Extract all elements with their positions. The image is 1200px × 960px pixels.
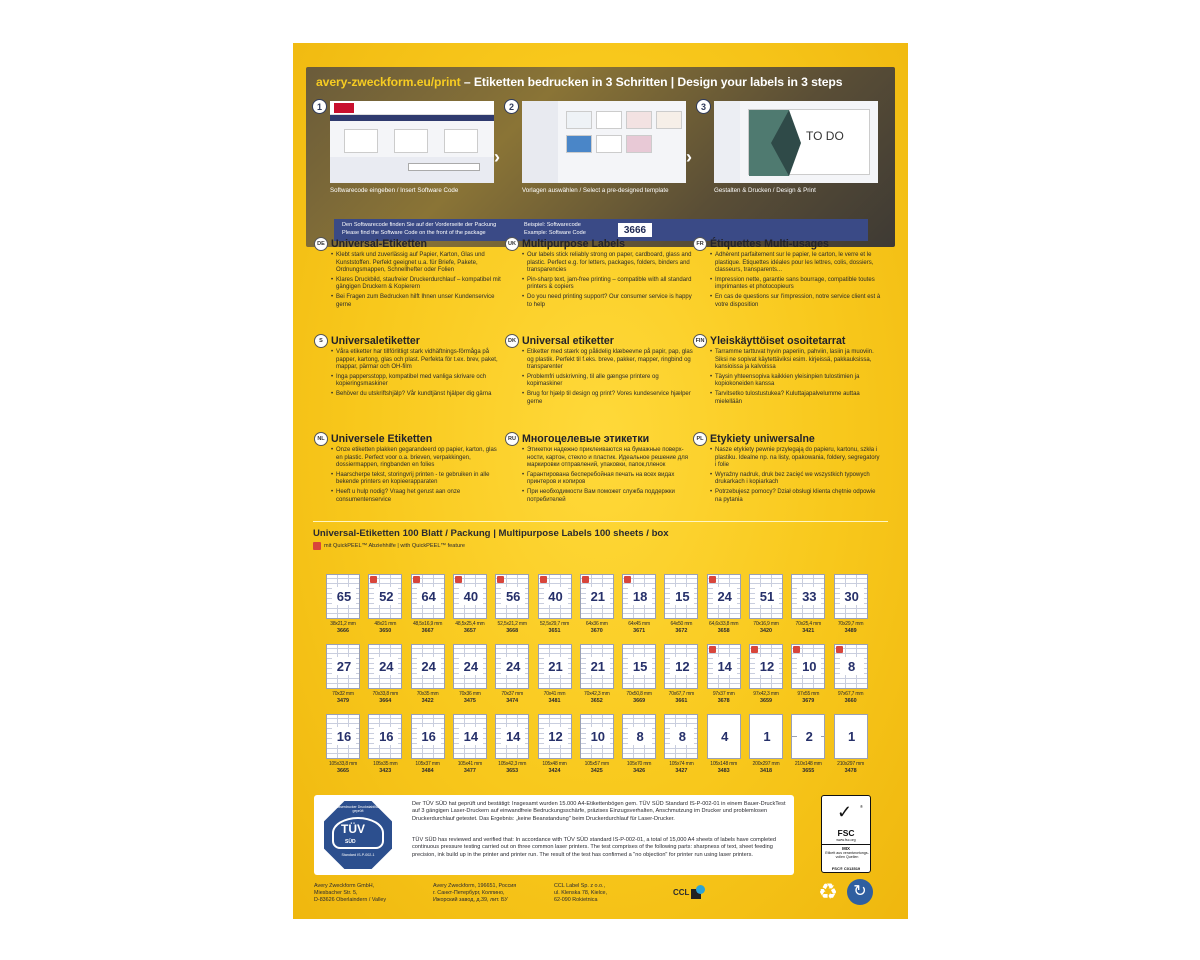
lang-bullet: • Bei Fragen zum Bedrucken hilft Ihnen unser Kundenservice gerne — [331, 294, 503, 309]
step-1 — [314, 101, 494, 201]
label-count: 8 — [840, 657, 864, 675]
label-count: 56 — [501, 587, 525, 605]
banner-url[interactable]: avery-zweckform.eu/print — [316, 75, 461, 89]
label-size: 64,6x33,8 mm — [709, 621, 739, 627]
quickpeel-note-text: mit QuickPEEL™ Abziehhilfe | with QuickPEEL™ feature — [324, 543, 466, 549]
tuv-standard: Standard IS-P-002-1 — [341, 853, 375, 857]
label-sheet-preview — [411, 644, 445, 689]
label-product-code: 3483 — [717, 768, 730, 774]
fsc-certification-badge: ✓ ® FSC www.fsc.org MIX Etikett aus verantwortungs-vollen Quellen FSC® C013519 — [821, 795, 871, 873]
lang-title: Многоцелевые этикетки — [522, 433, 650, 445]
label-count: 24 — [459, 657, 483, 675]
lang-title: Yleiskäyttöiset osoitetarrat — [710, 335, 846, 347]
label-count: 51 — [755, 587, 779, 605]
lang-bullet: • Heeft u hulp nodig? Vraag het gerust aan onze consumentenservice — [331, 489, 503, 504]
label-product-code: 3652 — [590, 698, 603, 704]
label-product-code: 3481 — [548, 698, 561, 704]
label-product-code: 3653 — [506, 768, 519, 774]
lang-bullet: • Täysin yhteensopiva kaikkien yleisinpien tulostimien ja kopiokoneiden kanssa — [710, 374, 882, 389]
lang-bullet: • Wyraźny nadruk, druk bez zacięć we wszystkich typowych drukarkach i kopiarkach — [710, 472, 882, 487]
lang-bullet: • Our labels stick reliably strong on paper, cardboard, glass and plastic. Perfect e.g. for letters, packages, folders, binders and transparencies — [522, 252, 694, 275]
lang-badge: PL — [693, 432, 707, 446]
lang-bullet: • Onze etiketten plakken gegarandeerd op papier, karton, glas en plastic. Perfect voor o.a. brieven, verpakkingen, dossiermappen, ringbanden en folies — [331, 447, 503, 470]
label-size: 97x67,7 mm — [837, 691, 864, 697]
label-product-code: 3426 — [633, 768, 646, 774]
design-steps-banner — [306, 67, 895, 247]
label-packaging-page — [293, 43, 908, 919]
label-size: 97x42,3 mm — [753, 691, 779, 697]
address-pl: CCL Label Sp. z o.o., ul. Klenska 78, Kielce, 62-090 Rokietnica — [554, 883, 608, 904]
label-size: 70x42,3 mm — [584, 691, 610, 697]
fsc-url: www.fsc.org — [836, 838, 856, 842]
software-code-input — [408, 163, 480, 171]
lang-title: Universele Etiketten — [331, 433, 433, 445]
banner-title — [316, 75, 887, 89]
label-count: 33 — [797, 587, 821, 605]
label-size: 97x55 mm — [797, 691, 820, 697]
lang-bullet: • Impression nette, garantie sans bourrage, compatible toutes imprimantes et photocopieurs — [710, 277, 882, 292]
ccl-logo-text: CCL — [673, 887, 690, 897]
label-count: 52 — [374, 587, 398, 605]
label-sheet-preview — [538, 574, 572, 619]
lang-bullet: • Nasze etykiety pewnie przylegają do papieru, kartonu, szkła i plastiku. Idealne np. na listy, opakowania, foldery, segregatory i folie — [710, 447, 882, 470]
label-sheet-preview — [749, 574, 783, 619]
label-size: 70x29,7 mm — [837, 621, 864, 627]
label-product-code: 3422 — [421, 698, 434, 704]
lang-title: Universal-Etiketten — [331, 238, 427, 250]
label-size: 70x50,8 mm — [626, 691, 652, 697]
label-count: 65 — [332, 587, 356, 605]
fsc-mix: MIX — [822, 844, 870, 851]
fsc-code: FSC® C013519 — [831, 866, 861, 871]
label-size: 48,5x25,4 mm — [455, 621, 485, 627]
label-product-code: 3479 — [337, 698, 349, 704]
label-product-code: 3657 — [463, 628, 476, 634]
ccl-logo — [673, 885, 705, 899]
label-count: 14 — [501, 727, 525, 745]
label-count: 1 — [840, 727, 864, 745]
label-sheet-preview — [538, 644, 572, 689]
return-arrow-icon: ↻ — [847, 879, 873, 905]
lang-badge: S — [314, 334, 328, 348]
label-size: 105x57 mm — [584, 761, 609, 767]
step-2-caption: Vorlagen auswählen / Select a pre-designed template — [522, 187, 669, 194]
label-size: 48,5x16,9 mm — [412, 621, 443, 627]
label-count: 10 — [797, 657, 821, 675]
label-count: 15 — [628, 657, 652, 675]
label-product-code: 3425 — [590, 768, 603, 774]
label-size: 70x16,9 mm — [753, 621, 779, 627]
label-sheet-preview — [495, 714, 529, 759]
label-count: 64 — [417, 587, 441, 605]
label-size: 52,5x21,2 mm — [497, 621, 527, 627]
lang-bullet: • Pin-sharp text, jam-free printing – compatible with all standard printers & copiers — [522, 277, 694, 292]
label-size: 105x148 mm — [710, 761, 738, 767]
label-product-code: 3474 — [506, 698, 519, 704]
label-product-code: 3484 — [421, 768, 434, 774]
tuv-text-de: Der TÜV SÜD hat geprüft und bestätigt: Insgesamt wurden 15.000 A4-Etikettenbögen gem. TÜV SÜD Standard IS-P-002-01 in einem Bauer-DruckTest auf 3 gängigen Laser-Druckern auf einwandfreie Bedruckungsschärfe, präzises Einzugsverhalten, Anschmutzung im Drucker und problemlosen Druckerdurchlauf getestet. Das Ergebnis: „keine Beanstandung" beim Druckerdurchlauf für Laser-Drucker. — [412, 801, 786, 822]
tuv-logo-sub: SÜD — [345, 839, 356, 845]
label-count: 24 — [713, 587, 737, 605]
label-size: 70x67,7 mm — [668, 691, 695, 697]
label-sheet-preview — [538, 714, 572, 759]
label-count: 12 — [755, 657, 779, 675]
label-product-code: 3661 — [675, 698, 688, 704]
code-example-label: Beispiel: Softwarecode Example: Software Code — [524, 222, 586, 236]
label-count: 16 — [417, 727, 441, 745]
label-sheet-preview — [834, 644, 868, 689]
label-size: 70x36 mm — [459, 691, 481, 697]
label-size: 105x42,3 mm — [498, 761, 527, 767]
lang-bullet: • Tarramme tarttuvat hyvin paperiin, pahviin, lasiin ja muoviin. Siksi ne sopivat käytettäviksi esim. kirjeissä, pakkauksissa, kansioissa ja kalvoissa — [710, 349, 882, 372]
label-sheet-preview — [664, 644, 698, 689]
label-count: 12 — [544, 727, 568, 745]
label-size: 64x36 mm — [585, 621, 608, 627]
label-count: 8 — [628, 727, 652, 745]
banner-title-text: – Etiketten bedrucken in 3 Schritten | Design your labels in 3 steps — [460, 75, 843, 89]
label-sheet-preview — [453, 714, 487, 759]
label-product-code: 3427 — [675, 768, 688, 774]
quickpeel-note — [313, 542, 465, 550]
step-3-screenshot — [714, 101, 878, 183]
step-3 — [698, 101, 878, 201]
chevron-right-icon: › — [686, 147, 692, 167]
label-count: 4 — [713, 727, 737, 745]
label-size: 105x74 mm — [669, 761, 694, 767]
label-count: 14 — [459, 727, 483, 745]
label-product-code: 3668 — [506, 628, 519, 634]
label-sheet-preview — [622, 714, 656, 759]
tuv-seal-caption: Laserdrucker Druckstabilität geprüft — [336, 805, 380, 813]
label-size: 52,5x29,7 mm — [539, 621, 570, 627]
lang-title: Universaletiketter — [331, 335, 420, 347]
label-sheet-preview — [326, 714, 360, 759]
label-count: 16 — [332, 727, 356, 745]
label-product-code: 3678 — [717, 698, 730, 704]
lang-bullet: • Haarscherpe tekst, storingvrij printen - te gebruiken in alle bekende printers en kopieerapparaten — [331, 472, 503, 487]
fsc-name: FSC — [837, 828, 855, 838]
step-3-screen-text: TO DO — [806, 129, 844, 143]
label-product-code: 3478 — [844, 768, 857, 774]
label-size: 200x297 mm — [752, 761, 780, 767]
step-1-caption: Softwarecode eingeben / Insert Software Code — [330, 187, 459, 194]
fsc-description: Etikett aus verantwortungs-vollen Quellen — [825, 851, 869, 860]
lang-badge: FR — [693, 237, 707, 251]
label-count: 15 — [670, 587, 694, 605]
label-product-code: 3418 — [760, 768, 772, 774]
label-sheet-preview — [368, 644, 402, 689]
label-count: 21 — [544, 657, 568, 675]
design-graphic-icon — [749, 110, 871, 176]
sheets-section-title: Universal-Etiketten 100 Blatt / Packung | Multipurpose Labels 100 sheets / box — [313, 528, 669, 539]
recycle-icon: ♻ — [818, 879, 838, 904]
lang-badge: RU — [505, 432, 519, 446]
label-sheet-preview — [411, 574, 445, 619]
label-size: 70x33,8 mm — [372, 691, 399, 697]
label-sheet-preview — [834, 714, 868, 759]
label-size: 70x32 mm — [332, 691, 354, 697]
label-count: 16 — [374, 727, 398, 745]
lang-title: Universal etiketter — [522, 335, 614, 347]
label-size: 70x41 mm — [543, 691, 566, 697]
label-sheet-preview — [707, 574, 741, 619]
label-size: 70x35 mm — [416, 691, 439, 697]
label-product-code: 3670 — [590, 628, 603, 634]
label-product-code: 3475 — [463, 698, 476, 704]
label-product-code: 3489 — [844, 628, 857, 634]
lang-badge: FIN — [693, 334, 707, 348]
label-count: 40 — [544, 587, 568, 605]
label-size: 64x45 mm — [628, 621, 650, 627]
label-sheet-preview — [622, 644, 656, 689]
lang-bullet: • Etiketter med stærk og pålidelig klæbeevne på papir, pap, glas og plastik. Perfekt til f.eks. breve, pakker, mapper, ringbind og transparenter — [522, 349, 694, 372]
label-product-code: 3423 — [379, 768, 392, 774]
label-product-code: 3667 — [421, 628, 434, 634]
label-sheet-preview — [791, 574, 825, 619]
ccl-mark-icon — [691, 885, 705, 899]
label-product-code: 3660 — [844, 698, 857, 704]
label-size: 70x25,4 mm — [795, 621, 822, 627]
label-product-code: 3665 — [337, 768, 349, 774]
lang-bullet: • Этикетки надежно приклеиваются на бумажные поверх-ности, картон, стекло и пластик. Идеальное решение для маркировки отправлений, упаковки, папок,пленок — [522, 447, 694, 470]
label-size: 38x21,2 mm — [330, 621, 356, 627]
label-size: 105x48 mm — [542, 761, 567, 767]
label-count: 27 — [332, 657, 356, 675]
label-sheet-preview — [791, 714, 825, 759]
label-size: 105x41 mm — [457, 761, 483, 767]
label-sheet-preview — [368, 714, 402, 759]
step-1-number: 1 — [312, 99, 327, 114]
step-2-number: 2 — [504, 99, 519, 114]
label-product-code: 3669 — [633, 698, 646, 704]
lang-bullet: • Klares Druckbild, staufreier Druckerdurchlauf – kompatibel mit gängigen Druckern & Kopierern — [331, 277, 503, 292]
lang-bullet: • Potrzebujesz pomocy? Dział obsługi klienta chętnie odpowie na pytania — [710, 489, 882, 504]
label-count: 24 — [417, 657, 441, 675]
label-size: 97x37 mm — [712, 691, 735, 697]
label-product-code: 3666 — [337, 628, 349, 634]
label-count: 40 — [459, 587, 483, 605]
label-size: 64x50 mm — [670, 621, 693, 627]
label-size: 210x148 mm — [794, 761, 822, 767]
tuv-certification-box — [314, 795, 794, 875]
lang-bullet: • Tarvitsetko tulostustukea? Kuluttajapalvelumme auttaa mielellään — [710, 391, 882, 406]
label-product-code: 3658 — [717, 628, 730, 634]
lang-bullet: • Problemfri udskrivning, til alle gængse printere og kopimaskiner — [522, 374, 694, 389]
label-sheet-preview — [453, 644, 487, 689]
lang-badge: NL — [314, 432, 328, 446]
quickpeel-icon — [313, 542, 321, 550]
label-sheet-preview — [749, 714, 783, 759]
step-1-screenshot — [330, 101, 494, 183]
label-product-code: 3664 — [379, 698, 392, 704]
lang-bullet: • Adhèrent parfaitement sur le papier, le carton, le verre et le plastique. Etiquettes idéales pour les lettres, colis, dossiers, classeurs, transparents... — [710, 252, 882, 275]
label-sheet-preview — [791, 644, 825, 689]
label-sheet-preview — [622, 574, 656, 619]
lang-title: Multipurpose Labels — [522, 238, 626, 250]
label-size: 48x21 mm — [374, 621, 397, 627]
label-count: 21 — [586, 587, 610, 605]
step-2 — [506, 101, 686, 201]
label-size: 70x37 mm — [501, 691, 524, 697]
section-divider — [313, 521, 888, 522]
label-sheet-preview — [707, 644, 741, 689]
address-de: Avery Zweckform GmbH, Miesbacher Str. 5, D-83626 Oberlaindern / Valley — [314, 883, 387, 904]
lang-bullet: • Behöver du utskriftshjälp? Vår kundtjänst hjälper dig gärna — [331, 391, 503, 399]
label-count: 12 — [670, 657, 694, 675]
label-count: 8 — [670, 727, 694, 745]
lang-title: Étiquettes Multi-usages — [710, 238, 829, 250]
label-sheet-preview — [707, 714, 741, 759]
lang-bullet: • Klebt stark und zuverlässig auf Papier, Karton, Glas und Kunststoffen. Perfekt geeignet u.a. für Briefe, Pakete, Ordnungsmappen, Schnellhefter oder Folien — [331, 252, 503, 275]
tuv-text-en: TÜV SÜD has reviewed and verified that: In accordance with TÜV SÜD standard IS-P-002-01, a total of 15,000 A4 sheets of labels have completed continuous pressure testing carried out on three common laser printers. The test comprises of the following parts: sharpness of text, sheet feeding precision, ink build up in the printer and printer run. The result of the test has confirmed a "no objection" for printer run using laser printers. — [412, 837, 776, 858]
code-location-note: Den Softwarecode finden Sie auf der Vorderseite der Packung Please find the Software Code on the front of the package — [342, 222, 497, 236]
label-sheet-preview — [411, 714, 445, 759]
label-sheet-preview — [326, 574, 360, 619]
lang-bullet: • Brug for hjælp til design og print? Vores kundeservice hjælper gerne — [522, 391, 694, 406]
label-sheet-preview — [453, 574, 487, 619]
label-product-code: 3421 — [802, 628, 815, 634]
label-count: 24 — [501, 657, 525, 675]
label-sheet-preview — [580, 574, 614, 619]
lang-badge: DK — [505, 334, 519, 348]
step-2-screenshot — [522, 101, 686, 183]
lang-badge: DE — [314, 237, 328, 251]
label-sheet-preview — [834, 574, 868, 619]
label-count: 24 — [374, 657, 398, 675]
label-product-code: 3477 — [463, 768, 476, 774]
label-product-code: 3679 — [802, 698, 815, 704]
label-count: 14 — [713, 657, 737, 675]
fsc-tree-icon: ✓ — [837, 802, 853, 822]
label-count: 30 — [840, 587, 864, 605]
label-sheet-preview — [495, 644, 529, 689]
address-ru: Avery Zweckform, 196651, Россия г. Санкт-Петербург, Колпино, Ижорский завод, д.39, лит. БУ — [433, 883, 517, 904]
label-sheet-preview — [368, 574, 402, 619]
label-sheet-preview — [580, 714, 614, 759]
tuv-logo-text: TÜV — [341, 822, 365, 836]
avery-logo-icon — [334, 103, 354, 113]
label-product-code: 3659 — [760, 698, 772, 704]
step-3-caption: Gestalten & Drucken / Design & Print — [714, 187, 816, 194]
lang-bullet: • Våra etiketter har tillförlitligt stark vidhäftnings-förmåga på papper, kartong, glas och plast. Perfekta för t.ex. brev, paket, mappar, pärmar och OH-film — [331, 349, 503, 372]
lang-title: Etykiety uniwersalne — [710, 433, 815, 445]
label-product-code: 3671 — [633, 628, 646, 634]
label-sheet-preview — [495, 574, 529, 619]
step-3-number: 3 — [696, 99, 711, 114]
label-size: 105x37 mm — [415, 761, 440, 767]
label-count: 1 — [755, 727, 779, 745]
label-sheet-preview — [749, 644, 783, 689]
lang-badge: UK — [505, 237, 519, 251]
label-sheet-preview — [580, 644, 614, 689]
label-count: 10 — [586, 727, 610, 745]
label-product-code: 3655 — [802, 768, 815, 774]
label-count: 21 — [586, 657, 610, 675]
lang-bullet: • Do you need printing support? Our consumer service is happy to help — [522, 294, 694, 309]
label-sheet-preview — [664, 714, 698, 759]
label-product-code: 3672 — [675, 628, 688, 634]
label-size: 105x70 mm — [626, 761, 652, 767]
chevron-right-icon: › — [494, 147, 500, 167]
label-product-code: 3651 — [548, 628, 561, 634]
label-count: 18 — [628, 587, 652, 605]
label-sheet-preview — [326, 644, 360, 689]
label-product-code: 3650 — [379, 628, 392, 634]
label-product-code: 3424 — [548, 768, 561, 774]
label-size: 105x33,8 mm — [328, 761, 358, 767]
lang-bullet: • En cas de questions sur l'impression, notre service client est à votre disposition — [710, 294, 882, 309]
lang-bullet: • При необходимости Вам поможет служба поддержки потребителей — [522, 489, 694, 504]
lang-bullet: • Гарантирована бесперебойная печать на всех видах принтеров и копиров — [522, 472, 694, 487]
label-size: 210x297 mm — [837, 761, 865, 767]
label-count: 2 — [797, 727, 821, 745]
software-code-value: 3666 — [618, 223, 652, 237]
label-sheet-preview — [664, 574, 698, 619]
lang-bullet: • Inga pappersstopp, kompatibel med vanliga skrivare och kopieringsmaskiner — [331, 374, 503, 389]
label-size: 105x35 mm — [373, 761, 398, 767]
label-product-code: 3420 — [760, 628, 772, 634]
